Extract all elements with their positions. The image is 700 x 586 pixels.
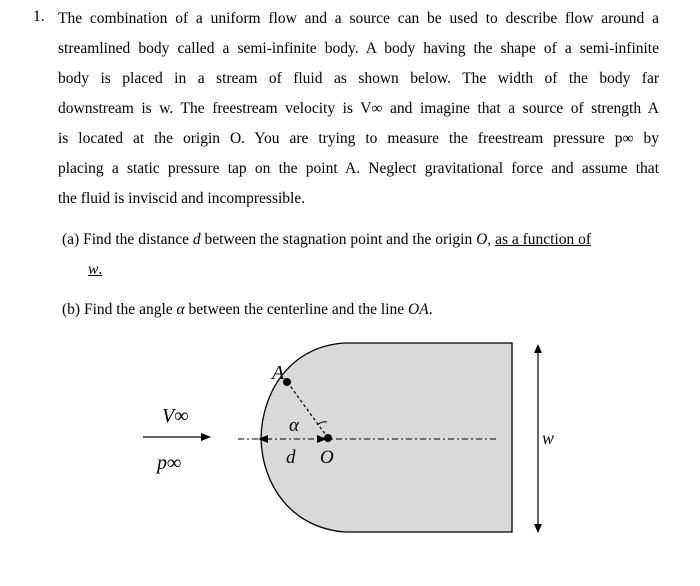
width-arrow-bottom <box>534 524 542 533</box>
statement-line-5: is located at the origin O. You are trying to measure the freestream pressure p∞ by <box>58 130 659 147</box>
width-arrow-top <box>534 344 542 353</box>
point-o-dot <box>324 434 332 442</box>
part-a-text-before: Find the distance <box>83 231 189 248</box>
statement-line-2: streamlined body called a semi-infinite body. A body having the shape of a semi-infinite <box>58 40 659 57</box>
part-b-text-before: Find the angle <box>83 301 173 318</box>
label-origin: O <box>320 447 334 468</box>
statement-line-1: The combination of a uniform flow and a source can be used to describe flow around a <box>58 10 659 27</box>
part-a-text-middle: between the stagnation point and the origin <box>204 231 473 248</box>
part-b-var-alpha: α <box>176 301 185 318</box>
part-a-var-o: O, <box>476 231 492 248</box>
problem-number: 1. <box>33 8 45 25</box>
part-a-var-d: d <box>192 231 201 248</box>
label-point-a: A <box>272 362 285 384</box>
part-b-text-after: between the centerline and the line <box>188 301 405 318</box>
label-alpha: α <box>289 415 299 436</box>
label-d: d <box>286 447 296 468</box>
label-w: w <box>542 428 555 448</box>
part-b-label: (b) <box>62 301 81 318</box>
label-v-inf: V∞ <box>162 405 189 427</box>
part-a-end: . <box>98 261 103 278</box>
part-a-underline: as a function of <box>495 231 592 248</box>
part-a-var-w: w <box>88 261 99 278</box>
statement-line-3: body is placed in a stream of fluid as shown below. The width of the body far <box>58 70 659 87</box>
statement-line-7: the fluid is inviscid and incompressible. <box>58 190 306 207</box>
statement-line-4: downstream is w. The freestream velocity is V∞ and imagine that a source of strength A <box>58 100 659 117</box>
part-b-var-oa: OA <box>408 301 429 318</box>
semi-infinite-body <box>261 343 512 532</box>
part-b-end: . <box>428 301 433 318</box>
part-a-label: (a) <box>62 231 80 248</box>
statement-line-6: placing a static pressure tap on the point A. Neglect gravitational force and assume that <box>58 160 659 177</box>
label-p-inf: p∞ <box>157 452 182 474</box>
